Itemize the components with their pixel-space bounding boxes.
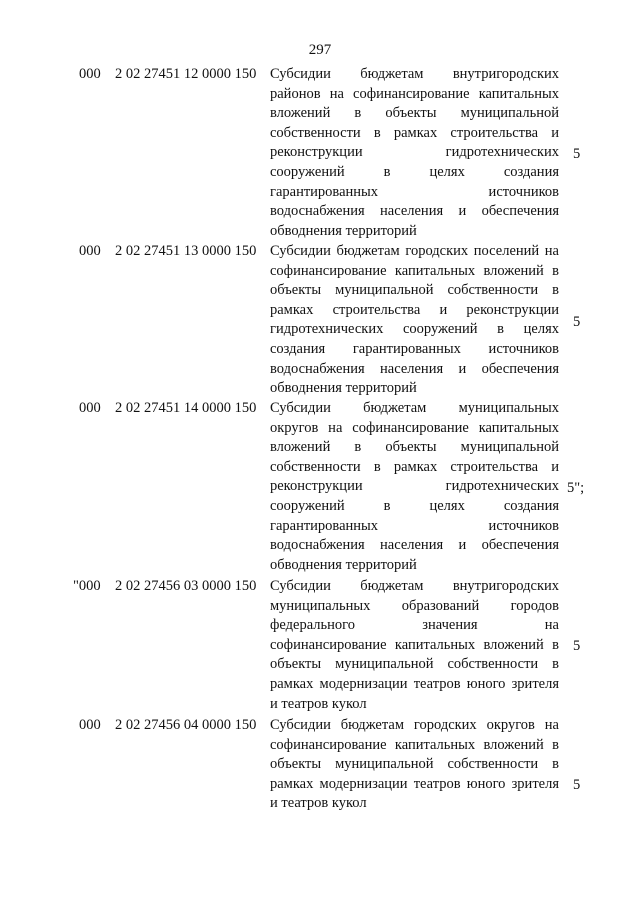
description-line: и театров кукол [270, 695, 367, 712]
description-line: гарантированных источников [270, 183, 559, 200]
description-line: вложений в объекты муниципальной [270, 105, 559, 122]
description-line: обводнения территорий [270, 556, 417, 573]
description-line: собственности в рамках строительства и [270, 458, 559, 475]
description-line: Субсидии бюджетам муниципальных [270, 400, 559, 416]
description-line: объекты муниципальной собственности в [270, 656, 559, 673]
description-line: муниципальных образований городов [270, 597, 559, 614]
description-line: вложений в объекты муниципальной [270, 439, 559, 456]
description-line: рамках модернизации театров юного зрителя [270, 675, 559, 692]
description-line: Субсидии бюджетам городских округов на [270, 717, 559, 733]
description-line: рамках модернизации театров юного зрителя [270, 775, 559, 792]
description-line: водоснабжения населения и обеспечения [270, 203, 559, 220]
budget-classification-code: 2 02 27451 13 0000 150 [115, 243, 257, 259]
row-value: 5 [573, 146, 581, 162]
admin-code: 000 [79, 400, 101, 416]
admin-code: 000 [79, 717, 101, 733]
description-line: водоснабжения населения и обеспечения [270, 360, 559, 377]
row-description [270, 65, 559, 241]
description-line: рамках строительства и реконструкции [270, 301, 559, 318]
description-line: реконструкции гидротехнических [270, 144, 559, 161]
description-line: и театров кукол [270, 795, 367, 812]
row-value: 5 [573, 314, 581, 330]
description-line: Субсидии бюджетам внутригородских [270, 578, 559, 594]
row-description [270, 242, 559, 399]
description-line: софинансирование капитальных вложений в [270, 736, 559, 753]
admin-code: 000 [79, 66, 101, 82]
description-line: создания гарантированных источников [270, 340, 559, 357]
description-line: софинансирование капитальных вложений в [270, 262, 559, 279]
description-line: округов на софинансирование капитальных [270, 419, 559, 436]
row-description [270, 399, 559, 575]
description-line: сооружений в целях создания [270, 497, 559, 514]
description-line: собственности в рамках строительства и [270, 124, 559, 141]
budget-classification-code: 2 02 27451 12 0000 150 [115, 66, 257, 82]
description-line: обводнения территорий [270, 222, 417, 239]
description-line: сооружений в целях создания [270, 163, 559, 180]
row-value: 5 [573, 638, 581, 654]
budget-classification-code: 2 02 27456 03 0000 150 [115, 578, 257, 594]
description-line: водоснабжения населения и обеспечения [270, 537, 559, 554]
description-line: Субсидии бюджетам внутригородских [270, 66, 559, 82]
description-line: объекты муниципальной собственности в [270, 756, 559, 773]
row-value: 5 [573, 777, 581, 793]
budget-classification-code: 2 02 27451 14 0000 150 [115, 400, 257, 416]
budget-classification-code: 2 02 27456 04 0000 150 [115, 717, 257, 733]
description-line: Субсидии бюджетам городских поселений на [270, 243, 559, 259]
page-number: 297 [308, 42, 332, 58]
description-line: гарантированных источников [270, 517, 559, 534]
row-description [270, 577, 559, 714]
description-line: районов на софинансирование капитальных [270, 85, 559, 102]
description-line: софинансирование капитальных вложений в [270, 636, 559, 653]
description-line: объекты муниципальной собственности в [270, 282, 559, 299]
description-line: гидротехнических сооружений в целях [270, 321, 559, 338]
row-description [270, 716, 559, 814]
row-value: 5"; [567, 480, 585, 496]
description-line: обводнения территорий [270, 380, 417, 397]
admin-code: "000 [73, 578, 101, 594]
description-line: реконструкции гидротехнических [270, 478, 559, 495]
admin-code: 000 [79, 243, 101, 259]
description-line: федерального значения на [270, 617, 559, 634]
